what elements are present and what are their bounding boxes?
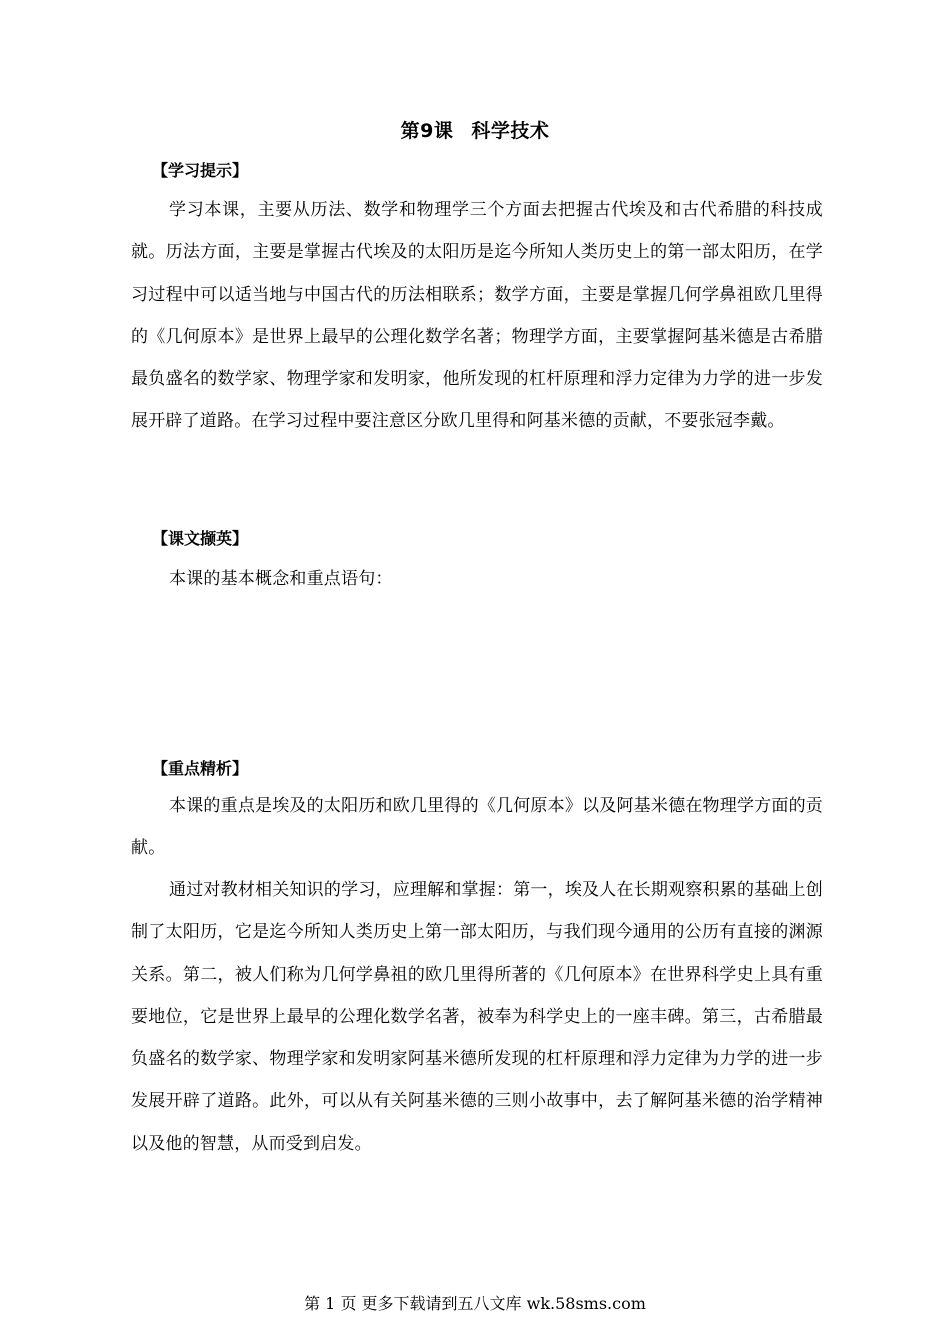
paragraph-text-excerpt: 本课的基本概念和重点语句： bbox=[169, 569, 393, 589]
lesson-number: 第9课 bbox=[400, 120, 454, 142]
heading-key-analysis: 【重点精析】 bbox=[152, 759, 249, 778]
paragraph-study-tips: 学习本课，主要从历法、数学和物理学三个方面去把握古代埃及和古代希腊的科技成就。历法方面，主要是掌握古代埃及的太阳历是迄今所知人类历史上的第一部太阳历，在学习过程中可以适当地与中国古代的历法相联系；数学方面，主要是掌握几何学鼻祖欧几里得的《几何原本》是世界上最早的公理化数学名著；物理学方面，主要掌握阿基米德是古希腊最负盛名的数学家、物理学家和发明家，他所发现的杠杆原理和浮力定律为力学的进一步发展开辟了道路。在学习过程中要注意区分欧几里得和阿基米德的贡献，不要张冠李戴。 bbox=[131, 200, 823, 432]
heading-study-tips: 【学习提示】 bbox=[152, 161, 249, 180]
paragraph-key-analysis-2: 通过对教材相关知识的学习，应理解和掌握：第一，埃及人在长期观察积累的基础上创制了太阳历，它是迄今所知人类历史上第一部太阳历，与我们现今通用的公历有直接的渊源关系。第二，被人们称为几何学鼻祖的欧几里得所著的《几何原本》在世界科学史上具有重要地位，它是世界上最早的公理化数学名著，被奉为科学史上的一座丰碑。第三，古希腊最负盛名的数学家、物理学家和发明家阿基米德所发现的杠杆原理和浮力定律为力学的进一步发展开辟了道路。此外，可以从有关阿基米德的三则小故事中，去了解阿基米德的治学精神以及他的智慧，从而受到启发。 bbox=[131, 880, 823, 1154]
paragraph-key-analysis-1: 本课的重点是埃及的太阳历和欧几里得的《几何原本》以及阿基米德在物理学方面的贡献。 bbox=[131, 796, 823, 859]
heading-text-excerpt: 【课文撷英】 bbox=[152, 529, 249, 548]
lesson-topic: 科学技术 bbox=[471, 120, 550, 142]
lesson-title bbox=[0, 116, 950, 143]
page-footer: 第 1 页 更多下载请到五八文库 wk.58sms.com bbox=[304, 1294, 646, 1313]
